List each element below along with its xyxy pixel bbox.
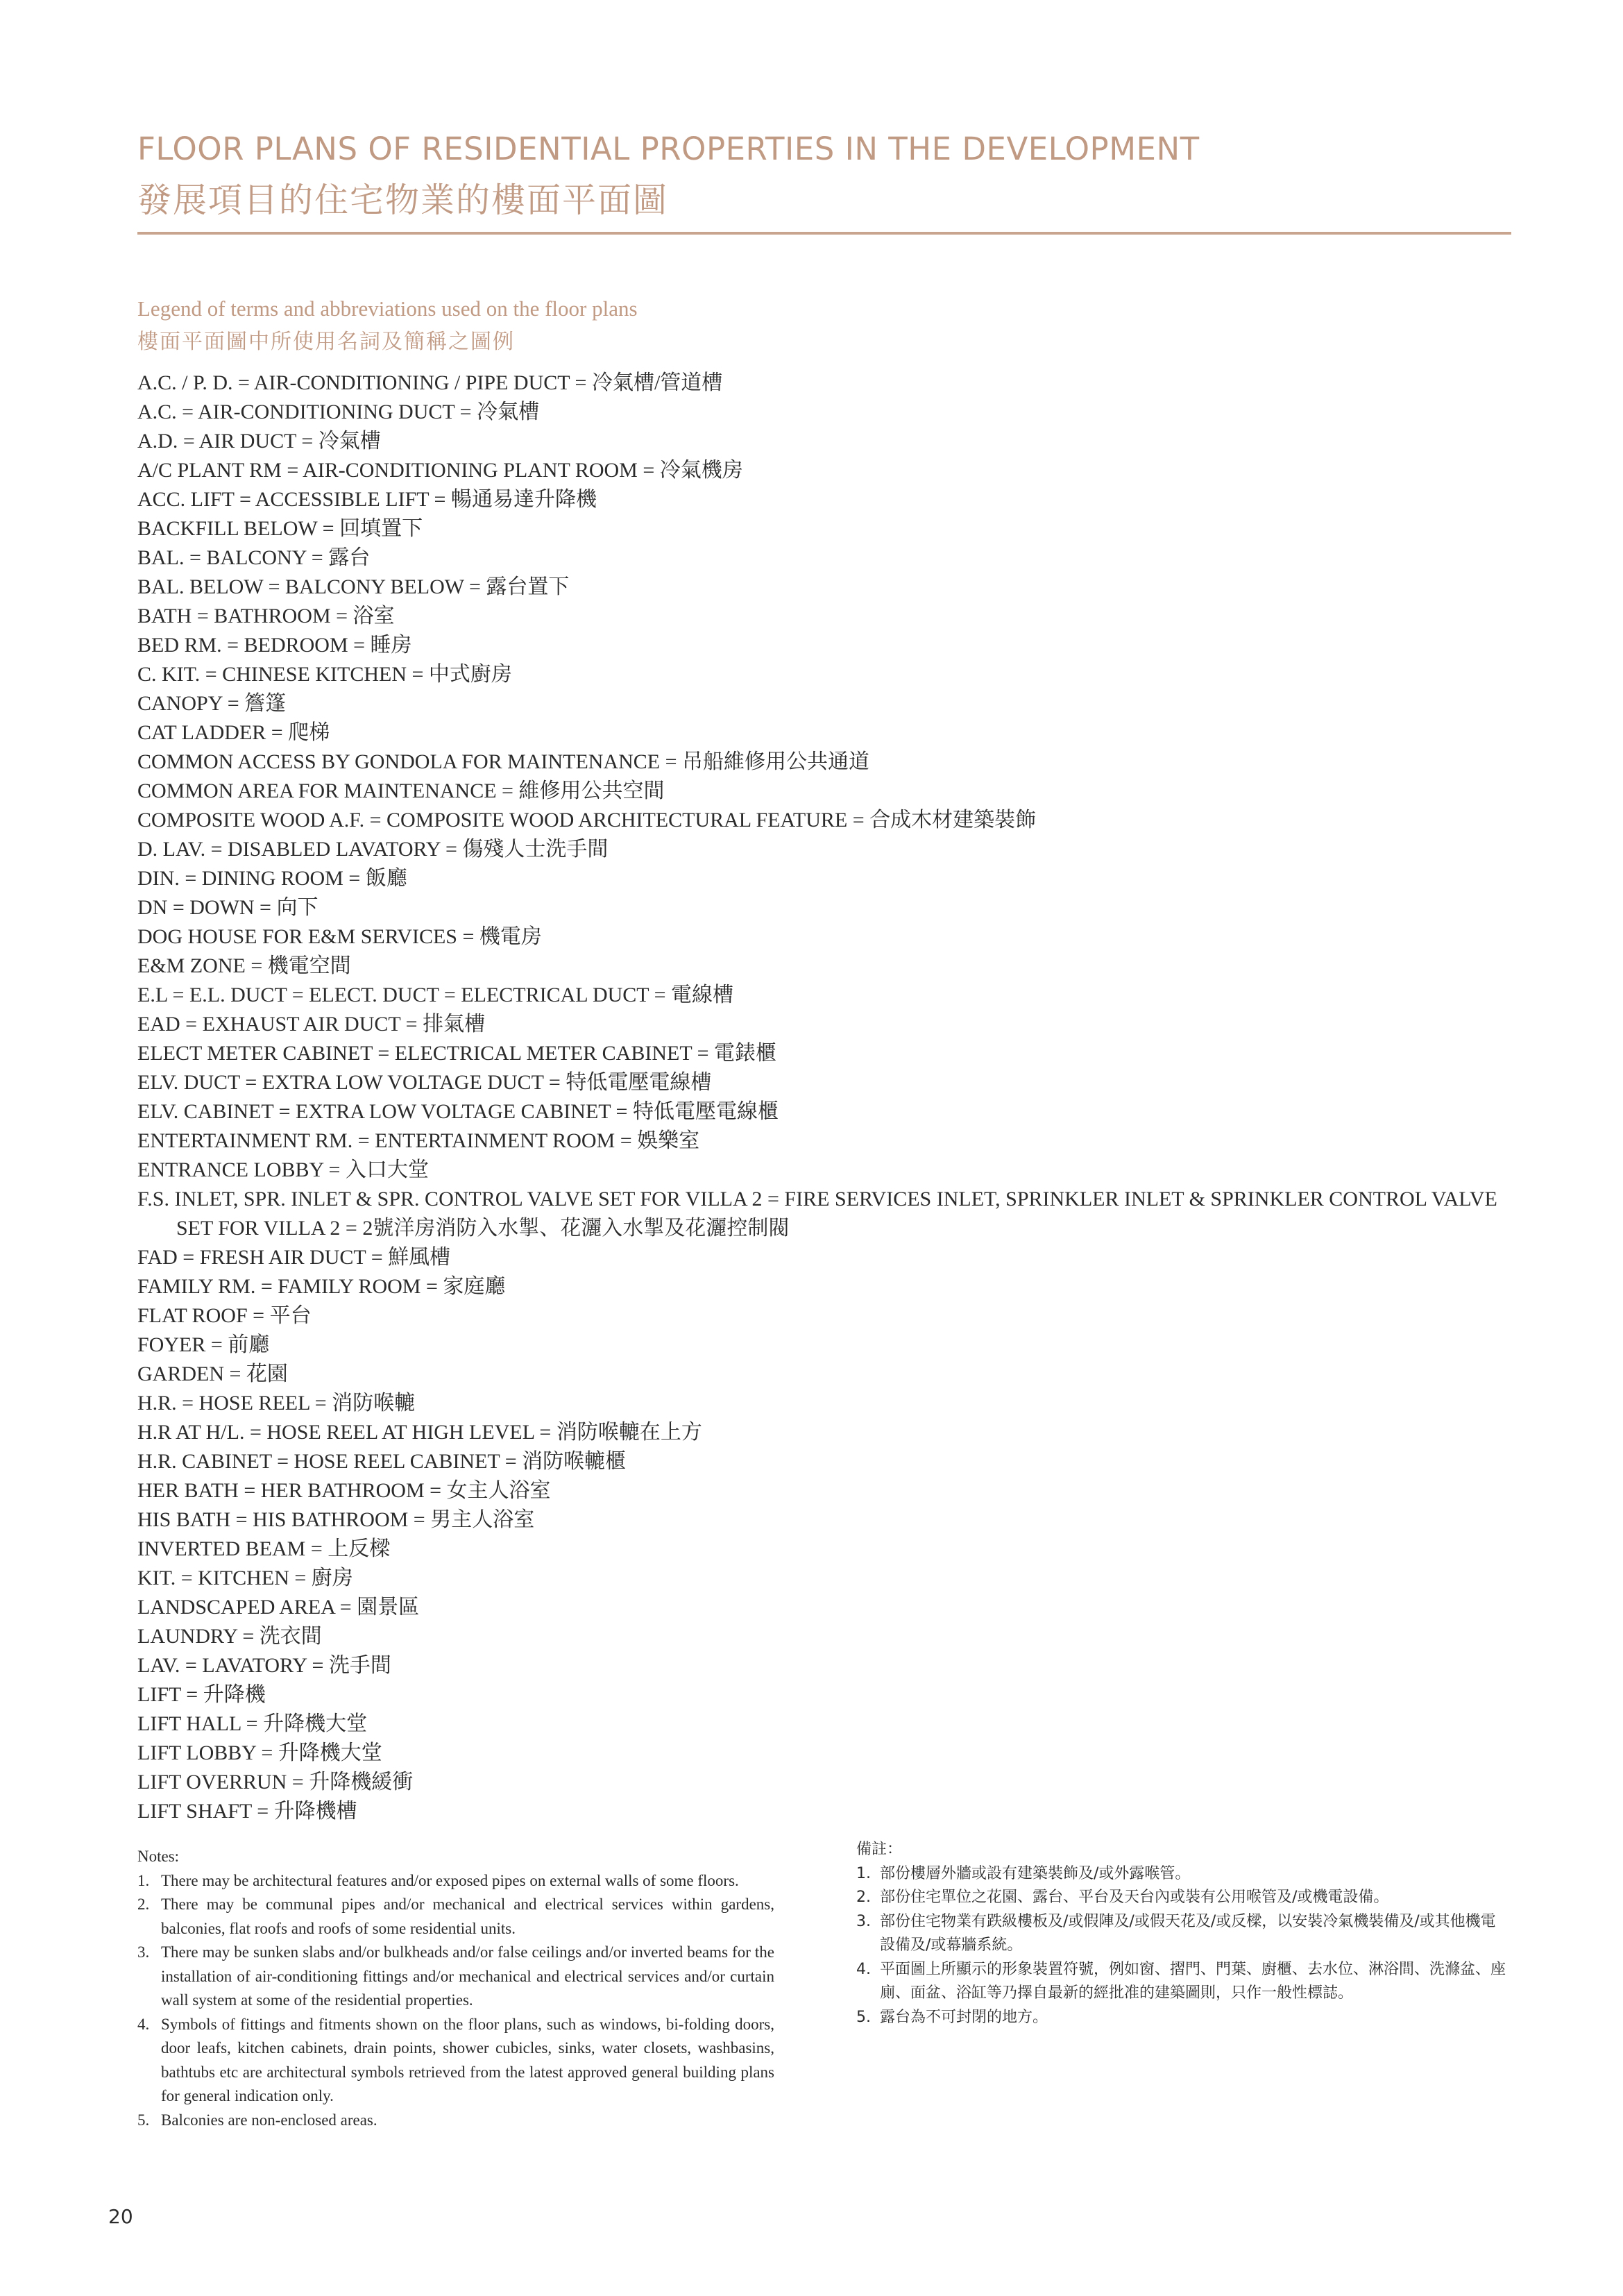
note-text: Symbols of fittings and fitments shown on the floor plans, such as windows, bi-folding doors, door leafs, kitchen cabinets, drain points, shower cubicles, sinks, water closets, washbasins, bathtubs etc are architectural symbols retrieved from the latest approved general building plans for general indication only. [161, 2015, 774, 2104]
legend-term: FAMILY RM. = FAMILY ROOM = 家庭廳 [137, 1275, 506, 1298]
legend-term: INVERTED BEAM = 上反樑 [137, 1537, 391, 1560]
note-text: There may be architectural features and/or exposed pipes on external walls of some floors. [161, 1871, 739, 1889]
note-text: 部份住宅單位之花園、露台、平台及天台內或裝有公用喉管及/或機電設備。 [880, 1889, 1389, 1906]
legend-term: ENTERTAINMENT RM. = ENTERTAINMENT ROOM = 娛樂室 [137, 1129, 700, 1152]
legend-term: FLAT ROOF = 平台 [137, 1304, 312, 1327]
notes-list-en [137, 1869, 774, 2133]
legend-term: LIFT = 升降機 [137, 1683, 266, 1706]
note-text: Balconies are non-enclosed areas. [161, 2111, 377, 2129]
note-number: 1. [856, 1864, 871, 1882]
legend-term: H.R. CABINET = HOSE REEL CABINET = 消防喉轆櫃 [137, 1450, 627, 1473]
legend-term: LIFT OVERRUN = 升降機緩衝 [137, 1771, 414, 1793]
notes-english [137, 1845, 774, 2132]
legend-term: COMPOSITE WOOD A.F. = COMPOSITE WOOD ARCHITECTURAL FEATURE = 合成木材建築裝飾 [137, 809, 1037, 832]
en-note-item [137, 2109, 774, 2133]
notes-heading-en: Notes: [137, 1848, 180, 1865]
legend-term: COMMON ACCESS BY GONDOLA FOR MAINTENANCE = 吊船維修用公共通道 [137, 750, 870, 773]
en-note-item [137, 2013, 774, 2109]
note-number: 3. [856, 1912, 871, 1930]
note-text: 部份住宅物業有跌級樓板及/或假陣及/或假天花及/或反樑，以安裝冷氣機裝備及/或其他機電設備及/或幕牆系統。 [880, 1912, 1496, 1954]
en-note-item [137, 1893, 774, 1941]
note-number: 2. [137, 1896, 150, 1913]
legend-title-zh: 樓面平面圖中所使用名詞及簡稱之圖例 [137, 330, 515, 354]
note-number: 5. [137, 2111, 150, 2129]
en-note-item [137, 1869, 774, 1893]
legend-term: CANOPY = 簷篷 [137, 692, 287, 715]
notes-heading-zh: 備註： [856, 1841, 903, 1858]
legend-term: FOYER = 前廳 [137, 1333, 270, 1356]
legend-term: ENTRANCE LOBBY = 入口大堂 [137, 1158, 429, 1181]
note-text: 露台為不可封閉的地方。 [880, 2008, 1048, 2026]
note-text: There may be sunken slabs and/or bulkheads and/or false ceilings and/or inverted beams for the installation of air-conditioning fittings and/or mechanical and electrical services and/or curtain wall system at some of the residential properties. [161, 1943, 774, 2009]
legend-term: LANDSCAPED AREA = 園景區 [137, 1596, 420, 1619]
en-note-item [137, 1941, 774, 2013]
legend-term: A.C. / P. D. = AIR-CONDITIONING / PIPE DUCT = 冷氣槽/管道槽 [137, 371, 723, 394]
legend-term: CAT LADDER = 爬梯 [137, 721, 330, 744]
legend-term: A.D. = AIR DUCT = 冷氣槽 [137, 430, 381, 453]
legend-term: BED RM. = BEDROOM = 睡房 [137, 634, 412, 657]
legend-term: H.R AT H/L. = HOSE REEL AT HIGH LEVEL = 消防喉轆在上方 [137, 1421, 702, 1444]
legend-term: BATH = BATHROOM = 浴室 [137, 605, 395, 627]
legend-term: LAV. = LAVATORY = 洗手間 [137, 1654, 391, 1677]
legend-term: BACKFILL BELOW = 回填置下 [137, 517, 423, 540]
legend-term: BAL. = BALCONY = 露台 [137, 546, 371, 569]
legend-title-en: Legend of terms and abbreviations used on the floor plans [137, 296, 638, 321]
legend-term: DOG HOUSE FOR E&M SERVICES = 機電房 [137, 925, 542, 948]
note-number: 1. [137, 1871, 150, 1889]
legend-term: HER BATH = HER BATHROOM = 女主人浴室 [137, 1479, 551, 1502]
legend-term: D. LAV. = DISABLED LAVATORY = 傷殘人士洗手間 [137, 838, 609, 861]
zh-note-item [856, 1862, 1509, 1886]
note-number: 3. [137, 1943, 150, 1961]
page-title-zh: 發展項目的住宅物業的樓面平面圖 [137, 180, 669, 220]
legend-term: EAD = EXHAUST AIR DUCT = 排氣槽 [137, 1013, 486, 1036]
note-number: 5. [856, 2008, 871, 2026]
page-title-en: FLOOR PLANS OF RESIDENTIAL PROPERTIES IN THE DEVELOPMENT [137, 130, 1200, 167]
note-text: There may be communal pipes and/or mechanical and electrical services within gardens, balconies, flat roofs and roofs of some residential units. [161, 1896, 774, 1937]
zh-note-item [856, 2006, 1509, 2030]
legend-term: HIS BATH = HIS BATHROOM = 男主人浴室 [137, 1508, 535, 1531]
legend-term: LIFT HALL = 升降機大堂 [137, 1712, 368, 1735]
note-text: 部份樓層外牆或設有建築裝飾及/或外露喉管。 [880, 1864, 1191, 1882]
legend-term: BAL. BELOW = BALCONY BELOW = 露台置下 [137, 575, 570, 598]
legend-term: ELV. DUCT = EXTRA LOW VOLTAGE DUCT = 特低電壓電線槽 [137, 1071, 712, 1094]
note-number: 2. [856, 1889, 871, 1906]
legend-term: C. KIT. = CHINESE KITCHEN = 中式廚房 [137, 663, 512, 686]
legend-term: ACC. LIFT = ACCESSIBLE LIFT = 暢通易達升降機 [137, 488, 597, 511]
legend-term: A.C. = AIR-CONDITIONING DUCT = 冷氣槽 [137, 400, 540, 423]
notes-chinese [856, 1838, 1509, 2029]
legend-term: COMMON AREA FOR MAINTENANCE = 維修用公共空間 [137, 779, 665, 802]
legend-term: DN = DOWN = 向下 [137, 896, 318, 919]
legend-term: DIN. = DINING ROOM = 飯廳 [137, 867, 407, 890]
legend-term: FAD = FRESH AIR DUCT = 鮮風槽 [137, 1246, 451, 1269]
legend-term: LIFT SHAFT = 升降機槽 [137, 1800, 357, 1823]
notes-list-zh [856, 1862, 1509, 2030]
legend-term: A/C PLANT RM = AIR-CONDITIONING PLANT ROOM = 冷氣機房 [137, 459, 743, 482]
legend-term: H.R. = HOSE REEL = 消防喉轆 [137, 1392, 416, 1415]
note-text: 平面圖上所顯示的形象裝置符號，例如窗、摺門、門葉、廚櫃、去水位、淋浴間、洗滌盆、座廁、面盆、浴缸等乃擇自最新的經批准的建築圖則，只作一般性標誌。 [880, 1960, 1506, 2002]
legend-term: LIFT LOBBY = 升降機大堂 [137, 1741, 382, 1764]
legend-term: LAUNDRY = 洗衣間 [137, 1625, 322, 1648]
page-number: 20 [108, 2205, 133, 2228]
note-number: 4. [137, 2015, 150, 2033]
zh-note-item [856, 1886, 1509, 1910]
legend-term: KIT. = KITCHEN = 廚房 [137, 1567, 353, 1589]
title-divider [137, 232, 1511, 235]
legend-term: E&M ZONE = 機電空間 [137, 954, 351, 977]
zh-note-item [856, 1910, 1509, 1958]
legend-term: F.S. INLET, SPR. INLET & SPR. CONTROL VALVE SET FOR VILLA 2 = FIRE SERVICES INLET, SPRINKLER INLET & SPRINKLER CONTROL VALVE SET FOR VILLA 2 = 2號洋房消防入水掣、花灑入水掣及花灑控制閥 [137, 1188, 1497, 1240]
legend-term: ELECT METER CABINET = ELECTRICAL METER CABINET = 電錶櫃 [137, 1042, 777, 1065]
legend-term: GARDEN = 花園 [137, 1362, 288, 1385]
note-number: 4. [856, 1960, 871, 1978]
zh-note-item [856, 1958, 1509, 2006]
legend-term: ELV. CABINET = EXTRA LOW VOLTAGE CABINET = 特低電壓電線櫃 [137, 1100, 779, 1123]
legend-term: E.L = E.L. DUCT = ELECT. DUCT = ELECTRICAL DUCT = 電線槽 [137, 984, 734, 1006]
legend-terms-list [137, 369, 1497, 1826]
